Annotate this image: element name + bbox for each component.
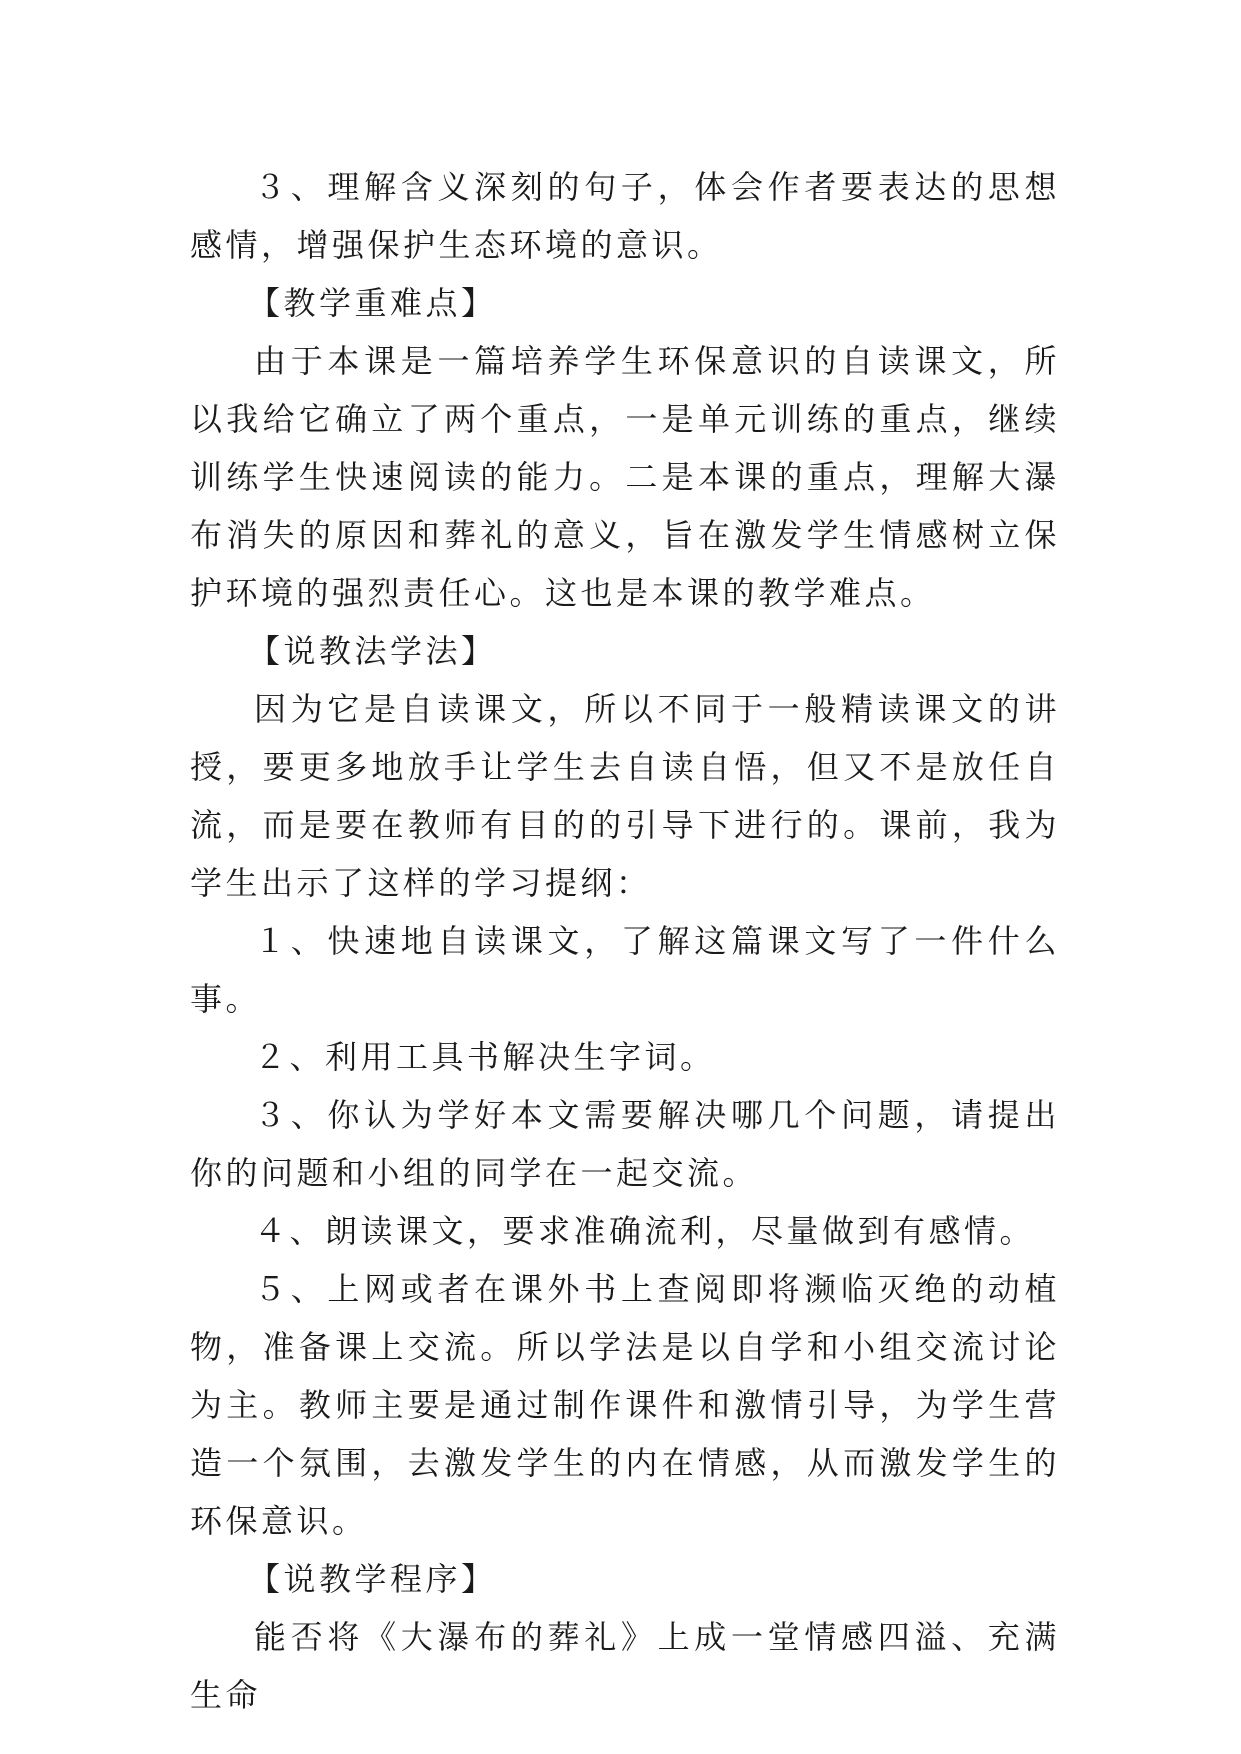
paragraph-goal-3: ３、理解含义深刻的句子，体会作者要表达的思想感情，增强保护生态环境的意识。 bbox=[190, 168, 1060, 264]
list-item-study-4: ４、朗读课文，要求准确流利，尽量做到有感情。 bbox=[254, 1212, 1036, 1250]
heading-key-difficult-points: 【教学重难点】 bbox=[248, 284, 497, 322]
list-item-study-5: ５、上网或者在课外书上查阅即将濒临灭绝的动植物，准备课上交流。所以学法是以自学和小组交流讨论为主。教师主要是通过制作课件和激情引导，为学生营造一个氛围，去激发学生的内在情感，从而激发学生的环保意识。 bbox=[190, 1270, 1060, 1540]
list-item-study-1: １、快速地自读课文，了解这篇课文写了一件什么事。 bbox=[190, 922, 1060, 1018]
heading-teaching-methods: 【说教法学法】 bbox=[248, 632, 497, 670]
heading-teaching-procedure: 【说教学程序】 bbox=[248, 1560, 497, 1598]
list-item-study-3: ３、你认为学好本文需要解决哪几个问题，请提出你的问题和小组的同学在一起交流。 bbox=[190, 1096, 1060, 1192]
list-item-study-2: ２、利用工具书解决生字词。 bbox=[254, 1038, 716, 1076]
paragraph-teaching-methods: 因为它是自读课文，所以不同于一般精读课文的讲授，要更多地放手让学生去自读自悟，但又不是放任自流，而是要在教师有目的的引导下进行的。课前，我为学生出示了这样的学习提纲： bbox=[190, 690, 1060, 902]
paragraph-key-points: 由于本课是一篇培养学生环保意识的自读课文，所以我给它确立了两个重点，一是单元训练的重点，继续训练学生快速阅读的能力。二是本课的重点，理解大瀑布消失的原因和葬礼的意义，旨在激发学生情感树立保护环境的强烈责任心。这也是本课的教学难点。 bbox=[190, 342, 1060, 612]
document-body bbox=[190, 158, 1060, 1724]
paragraph-procedure-intro: 能否将《大瀑布的葬礼》上成一堂情感四溢、充满生命 bbox=[190, 1618, 1060, 1714]
